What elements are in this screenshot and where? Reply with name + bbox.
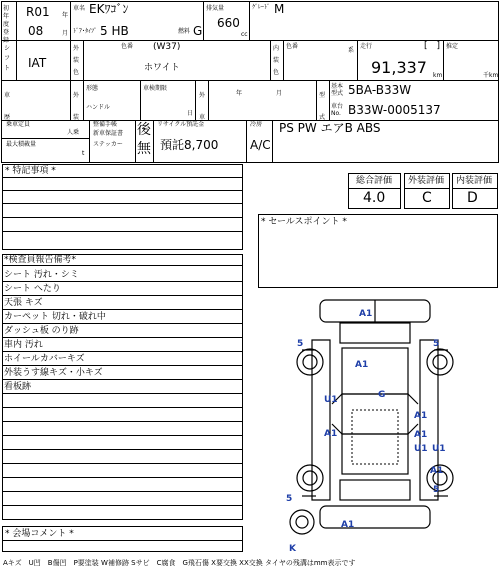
damage-mark-a1-right-2: A1: [414, 430, 428, 440]
inspector-item: 外装うす線キズ・小キズ: [2, 366, 243, 380]
col-divider: [208, 80, 209, 120]
model-label: 基本型式: [331, 83, 344, 97]
inspector-item: [2, 464, 243, 478]
mileage-label: 走行: [360, 43, 373, 50]
col-divider: [70, 40, 71, 80]
car-history-label: 車歴: [4, 92, 11, 121]
score-exterior-label: 外装評価: [408, 176, 445, 186]
hood-shape: [340, 323, 410, 343]
year-value: R01: [26, 5, 50, 19]
damage-mark-g: G: [378, 390, 386, 400]
new-car-label: 新車保証書: [93, 130, 124, 137]
col-divider: [203, 1, 204, 40]
handle-label: ハンドル: [86, 104, 111, 111]
col-divider: [357, 40, 358, 80]
inspector-item: ホイールカバーキズ: [2, 352, 243, 366]
ac-label: 冷房: [250, 121, 263, 128]
exterior-color-label: 外装色: [73, 45, 80, 76]
capacity-label: 乗車定員: [6, 121, 31, 128]
col-divider: [329, 80, 330, 120]
damage-mark-a1-right-1: A1: [414, 411, 428, 421]
mileage-unit: km: [433, 72, 443, 79]
interior-color-code-label: 色番: [286, 43, 299, 50]
car-name-label: 車名: [73, 5, 86, 12]
inspector-item: [2, 492, 243, 506]
door-type-value: 5 HB: [100, 24, 129, 38]
col-divider: [246, 120, 247, 162]
damage-mark-u1-right: U1: [414, 444, 428, 454]
col-divider: [270, 40, 271, 80]
interior-color-label: 内装色: [273, 45, 280, 76]
tire-depth-front-left: 5: [297, 339, 304, 349]
damage-mark-a1-left: A1: [324, 429, 338, 439]
type-label: 型式: [319, 92, 326, 121]
year-unit: 年: [62, 12, 69, 19]
displacement-unit: cc: [241, 31, 248, 38]
tire-depth-rear-right: 5: [433, 485, 440, 495]
grade-value: M: [274, 2, 285, 16]
inspector-item: [2, 436, 243, 450]
damage-mark-u1-right-b: U1: [432, 444, 446, 454]
inspector-item: 車内 汚れ: [2, 338, 243, 352]
color-code-label: 色番: [121, 43, 134, 50]
col-divider: [195, 80, 196, 120]
inspector-item: [2, 408, 243, 422]
damage-mark-k: K: [289, 544, 296, 554]
shift-label: シフト: [4, 45, 11, 72]
col-divider: [16, 1, 17, 40]
col-divider: [83, 40, 84, 120]
damage-mark-a1-front: A1: [359, 309, 373, 319]
chassis-value: B33W-0005137: [348, 103, 441, 117]
left-side-shape: [312, 340, 330, 500]
col-divider: [16, 40, 17, 80]
color-name-value: ホワイト: [144, 63, 180, 73]
col-divider: [135, 120, 136, 162]
inspector-item: [2, 422, 243, 436]
chassis-label: 車台No.: [331, 103, 344, 117]
shift-value: IAT: [28, 56, 47, 70]
col-divider: [249, 1, 250, 40]
tire-depth-front-right: 5: [433, 339, 440, 349]
sticker-label: ステッカー: [93, 141, 123, 148]
col-divider: [70, 80, 71, 120]
year-label: 初年度登録: [3, 5, 10, 44]
inspector-item: ダッシュ板 のり跡: [2, 324, 243, 338]
color-code-value: (W37): [153, 42, 181, 52]
damage-mark-u1-left: U1: [324, 395, 338, 405]
inspection-day: 日: [187, 110, 194, 117]
recycle-label: リサイクル預託金: [157, 121, 205, 128]
shape-label: 形態: [86, 85, 99, 92]
col-divider: [443, 40, 444, 80]
car-name-value: EKﾜｺﾞﾝ: [89, 2, 129, 16]
col-divider: [316, 80, 317, 120]
wheel-rear-left: [297, 465, 323, 491]
month-unit: 月: [62, 30, 69, 37]
estimate-label: 推定: [446, 43, 459, 50]
damage-mark-a1-rear: A1: [341, 520, 355, 530]
notes-line: [2, 217, 243, 218]
mark-none: 無: [137, 141, 151, 157]
notes-line: [2, 177, 243, 178]
fuel-label: 燃料: [178, 28, 191, 35]
inspector-item: 看板跡: [2, 380, 243, 394]
notes-line: [2, 231, 243, 232]
month-value: 08: [28, 24, 44, 38]
displacement-label: 排気量: [206, 5, 225, 12]
trunk-shape: [340, 480, 410, 500]
shape-col-label: 外車: [199, 92, 206, 121]
col-divider: [153, 120, 154, 162]
damage-mark-a1-hood: A1: [355, 360, 369, 370]
inspector-item: [2, 450, 243, 464]
damage-mark-a1-rear-right: A1: [430, 466, 444, 476]
score-total-label: 総合評価: [356, 176, 393, 186]
notes-line: [2, 190, 243, 191]
inspector-item: カーペット 切れ・破れ中: [2, 310, 243, 324]
door-type-label: ﾄﾞｱ･ﾀｲﾌﾟ: [73, 28, 98, 35]
windshield-shape: [342, 348, 408, 394]
mileage-value: 91,337: [371, 58, 427, 77]
row-divider: [1, 138, 89, 139]
venue-line: [2, 540, 243, 541]
col-divider: [89, 120, 90, 162]
mileage-bracket: [ ]: [424, 41, 441, 51]
inspector-item: 天張 キズ: [2, 296, 243, 310]
interior-color-unit: 系: [348, 47, 355, 54]
load-unit: t: [82, 150, 85, 157]
displacement-value: 660: [217, 16, 240, 30]
notes-line: [2, 203, 243, 204]
inspector-item: シート へたり: [2, 282, 243, 296]
inspection-year: 年: [236, 90, 243, 97]
mark-back: 後: [137, 122, 151, 138]
model-value: 5BA-B33W: [348, 83, 412, 97]
inspection-month: 月: [276, 90, 283, 97]
capacity-unit: 人乗: [67, 129, 80, 136]
col-divider: [140, 80, 141, 120]
venue-comment-title: * 会場コメント *: [5, 529, 74, 539]
inspector-item: [2, 478, 243, 492]
score-divider: [348, 188, 401, 189]
ac-value: A/C: [250, 138, 271, 152]
tire-depth-rear-left: 5: [286, 494, 293, 504]
rear-bumper-shape: [320, 506, 430, 528]
exterior-label: 外装: [73, 92, 80, 121]
spare-wheel: [290, 510, 314, 534]
score-interior-label: 内装評価: [456, 176, 493, 186]
score-interior-value: D: [467, 190, 478, 206]
load-label: 最大積載量: [6, 141, 37, 148]
maintenance-label: 整備手帳: [93, 121, 118, 128]
special-notes-title: * 特記事項 *: [5, 166, 56, 176]
col-divider: [272, 120, 273, 162]
inspector-item: シート 汚れ・シミ: [2, 268, 243, 282]
inspection-label: 車検期限: [143, 85, 168, 92]
inspector-item: [2, 394, 243, 408]
legend-text: Aキズ U凹 B傷凹 P要塗装 W補修跡 Sサビ C腐食 G飛石傷 X要交換 XX交換 タイヤの残溝はmm表示です: [3, 559, 356, 567]
score-divider: [452, 188, 498, 189]
col-divider: [283, 40, 284, 80]
row-divider: [1, 80, 499, 81]
estimate-unit: 千km: [483, 72, 499, 79]
recycle-value: 預託8,700: [160, 138, 219, 152]
car-diagram: [280, 290, 500, 558]
score-exterior-value: C: [422, 190, 432, 206]
inspector-title: *検査員報告備考*: [2, 255, 243, 266]
sales-point-title: * セールスポイント *: [261, 217, 347, 227]
inspector-item: [2, 506, 243, 520]
score-divider: [404, 188, 450, 189]
wheel-front-left: [297, 349, 323, 375]
score-total-value: 4.0: [363, 190, 386, 206]
equipment-value: PS PW エアB ABS: [279, 121, 381, 135]
col-divider: [70, 1, 71, 40]
grade-label: ｸﾞﾚｰﾄﾞ: [252, 4, 271, 11]
fuel-value: G: [193, 24, 203, 38]
wheel-front-right: [427, 349, 453, 375]
